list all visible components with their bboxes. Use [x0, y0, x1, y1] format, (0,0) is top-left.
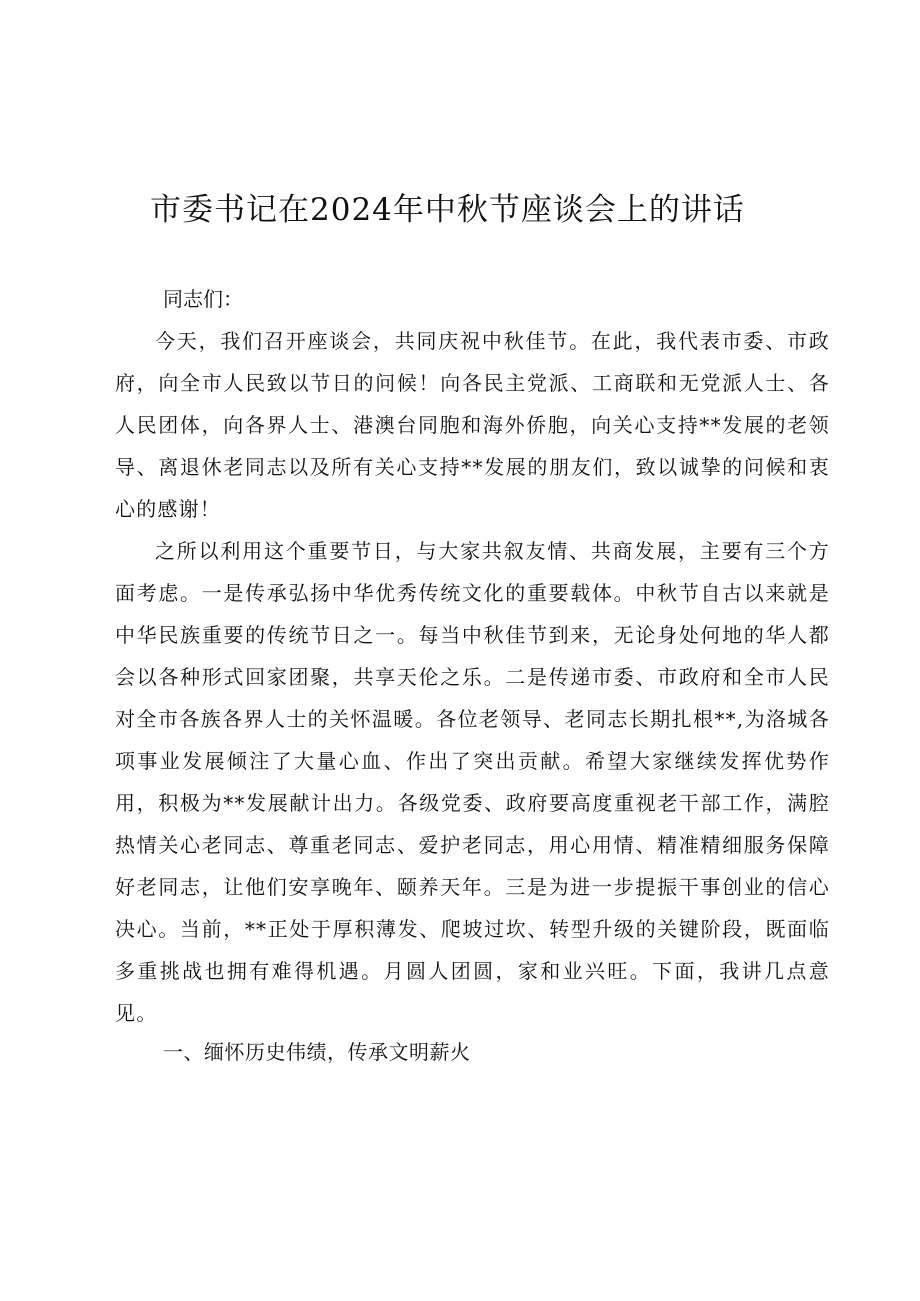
- salutation: 同志们：: [163, 287, 243, 311]
- document-title: 市委书记在2024年中秋节座谈会上的讲话: [150, 192, 745, 228]
- paragraph-reasons: 之所以利用这个重要节日，与大家共叙友情、共商发展，主要有三个方面考虑。一是传承弘扬中华优秀传统文化的重要载体。中秋节自古以来就是中华民族重要的传统节日之一。每当中秋佳节到来，无论身处何地的华人都会以各种形式回家团聚，共享天伦之乐。二是传递市委、市政府和全市人民对全市各族各界人士的关怀温暖。各位老领导、老同志长期扎根**,为洛城各项事业发展倾注了大量心血、作出了突出贡献。希望大家继续发挥优势作用，积极为**发展献计出力。各级党委、政府要高度重视老干部工作，满腔热情关心老同志、尊重老同志、爱护老同志，用心用情、精准精细服务保障好老同志，让他们安享晚年、颐养天年。三是为进一步提振干事创业的信心决心。当前，**正处于厚积薄发、爬坡过坎、转型升级的关键阶段，既面临多重挑战也拥有难得机遇。月圆人团圆，家和业兴旺。下面，我讲几点意见。: [115, 539, 830, 1025]
- section-heading: 一、缅怀历史伟绩，传承文明薪火: [163, 1040, 471, 1064]
- paragraph-greeting: 今天，我们召开座谈会，共同庆祝中秋佳节。在此，我代表市委、市政府，向全市人民致以节日的问候！向各民主党派、工商联和无党派人士、各人民团体，向各界人士、港澳台同胞和海外侨胞，向关心支持**发展的老领导、离退休老同志以及所有关心支持**发展的朋友们，致以诚挚的问候和衷心的感谢！: [115, 329, 830, 521]
